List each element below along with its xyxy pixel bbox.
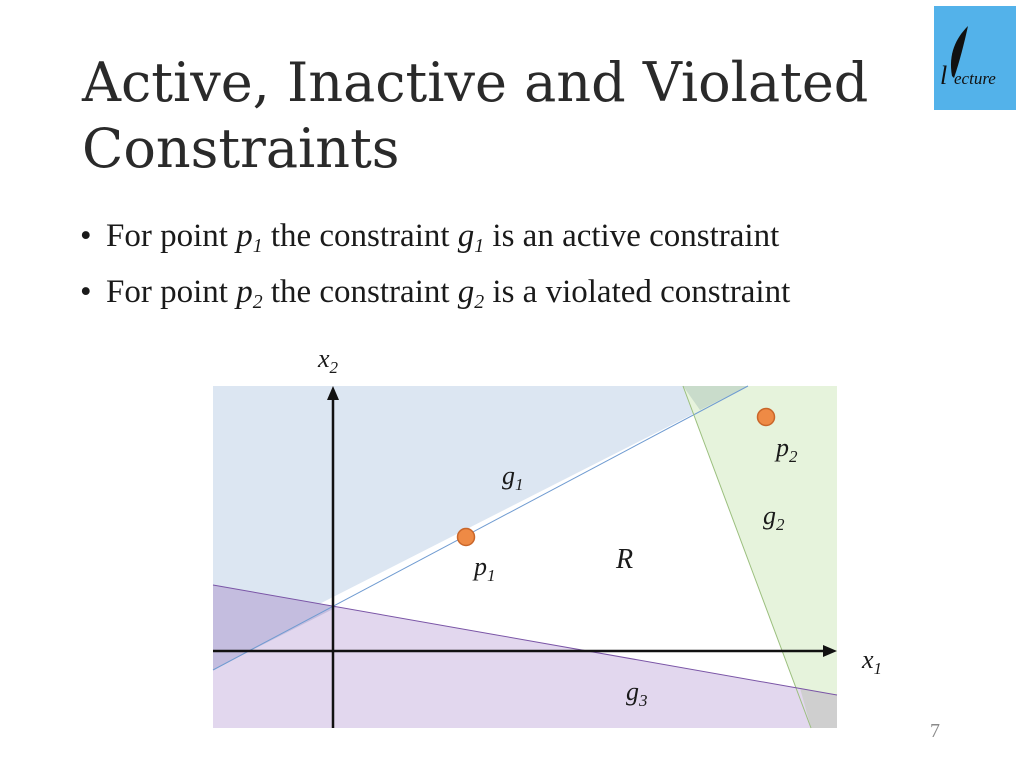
g2-label: $g_2$ [763,501,785,534]
p2-label: $p_2$ [776,433,798,466]
page-number: 7 [930,720,940,742]
g3-label: $g_3$ [626,677,648,710]
feasible-region-label: R [616,544,634,575]
title-line-1: Active, Inactive and Violated [82,51,869,114]
bullet-text: is a violated constraint [484,274,791,310]
bullet-text: the constraint [262,274,458,310]
constraint-subscript: 2 [474,291,485,313]
constraint-subscript: 1 [474,235,485,257]
plot-area [213,386,837,728]
bullet-dot: • [80,274,92,310]
point-p1 [458,529,475,546]
point-p2 [758,409,775,426]
bullet-text: For point [106,274,237,310]
title-line-2: Constraints [82,117,400,180]
point-subscript: 2 [252,291,263,313]
logo-text: ecture [954,69,996,88]
constraint-letter: g [457,274,475,310]
bullet-text: is an active constraint [484,218,780,254]
bullet-text: the constraint [262,218,458,254]
constraint-letter: g [457,218,475,254]
x2-axis-label: $x_2$ [318,344,339,377]
point-letter: p [236,218,253,254]
point-subscript: 1 [252,235,263,257]
g1-label: $g_1$ [502,461,524,494]
p1-label: $p_1$ [474,552,496,585]
bullet-text: For point [106,218,237,254]
x1-axis-label: $x_1$ [862,645,883,678]
bullet-dot: • [80,218,92,254]
logo-initial: l [940,61,948,90]
point-letter: p [236,274,253,310]
